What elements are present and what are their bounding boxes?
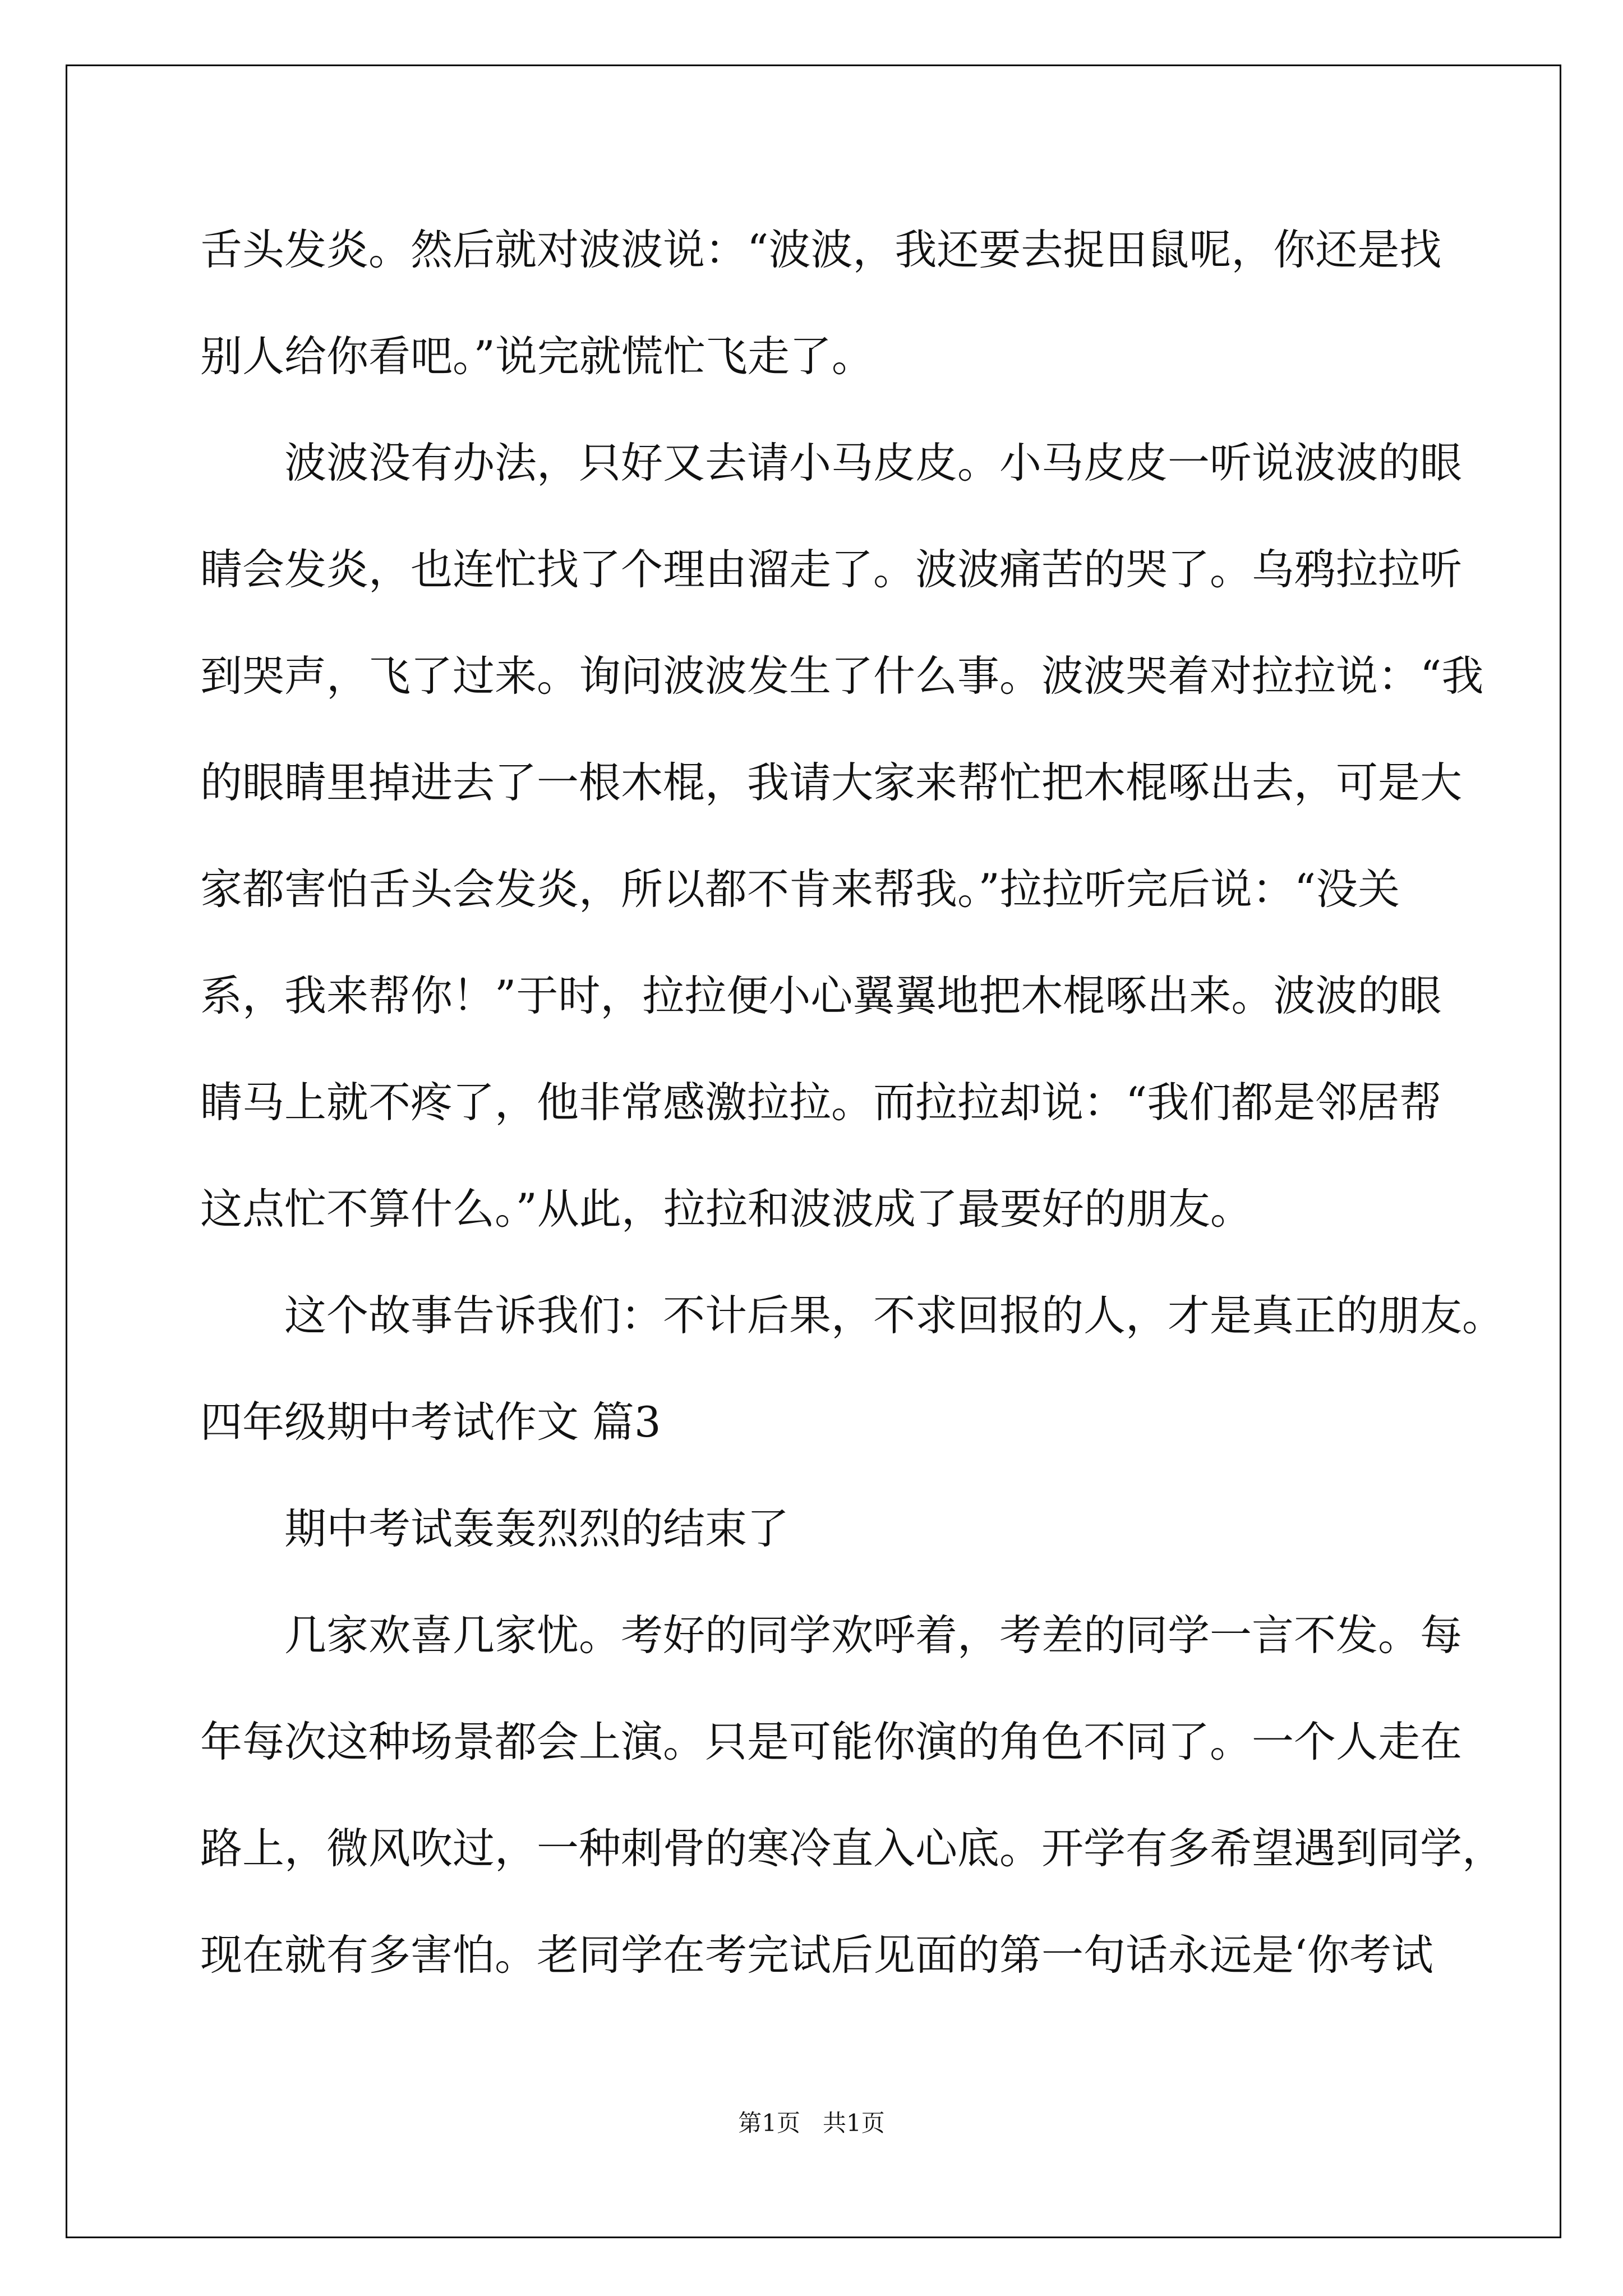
- text-line: 年每次这种场景都会上演。只是可能你演的角色不同了。一个人走在: [200, 1717, 1463, 1766]
- text-line: 这点忙不算什么。”从此，拉拉和波波成了最要好的朋友。: [200, 1184, 1252, 1234]
- document-body: [200, 219, 1505, 2031]
- text-line: 系，我来帮你！”于时，拉拉便小心翼翼地把木棍啄出来。波波的眼: [200, 971, 1442, 1020]
- text-line: 家都害怕舌头会发炎，所以都不肯来帮我。”拉拉听完后说：“没关: [200, 864, 1400, 914]
- text-line: 现在就有多害怕。老同学在考完试后见面的第一句话永远是‘你考试: [200, 1930, 1433, 1980]
- paragraph-start-line: 这个故事告诉我们：不计后果，不求回报的人，才是真正的朋友。: [284, 1291, 1505, 1340]
- page-footer: 第1页 共1页: [738, 2109, 885, 2137]
- paragraph-start-line: 期中考试轰轰烈烈的结束了: [284, 1504, 790, 1553]
- text-line: 睛会发炎，也连忙找了个理由溜走了。波波痛苦的哭了。乌鸦拉拉听: [200, 545, 1463, 594]
- section-heading: 四年级期中考试作文 篇3: [200, 1397, 661, 1447]
- paragraph-start-line: 几家欢喜几家忧。考好的同学欢呼着，考差的同学一言不发。每: [284, 1611, 1463, 1660]
- text-line: 别人给你看吧。”说完就慌忙飞走了。: [200, 332, 874, 381]
- text-line: 的眼睛里掉进去了一根木棍，我请大家来帮忙把木棍啄出去，可是大: [200, 758, 1463, 807]
- text-line: 睛马上就不疼了，他非常感激拉拉。而拉拉却说：“我们都是邻居帮: [200, 1078, 1442, 1127]
- paragraph-start-line: 波波没有办法，只好又去请小马皮皮。小马皮皮一听说波波的眼: [284, 438, 1463, 487]
- text-line: 路上，微风吹过，一种刺骨的寒冷直入心底。开学有多希望遇到同学，: [200, 1824, 1505, 1873]
- text-line: 到哭声，飞了过来。询问波波发生了什么事。波波哭着对拉拉说：“我: [200, 651, 1484, 701]
- text-line: 舌头发炎。然后就对波波说：“波波，我还要去捉田鼠呢，你还是找: [200, 225, 1442, 274]
